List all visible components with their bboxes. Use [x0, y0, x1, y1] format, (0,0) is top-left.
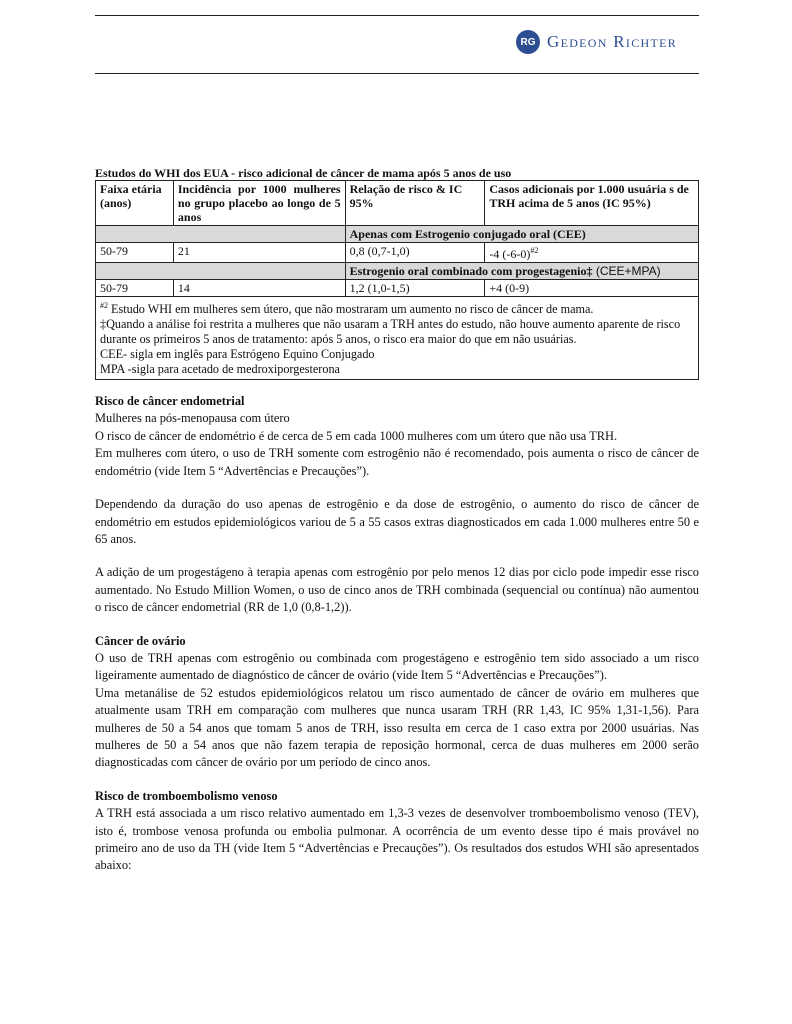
note-line: CEE- sigla em inglês para Estrógeno Equino Conjugado [100, 347, 375, 362]
group-row-cee [96, 226, 699, 243]
header-risk-ratio: Relação de risco & IC 95% [345, 181, 485, 226]
paragraph: A adição de um progestágeno à terapia apenas com estrogênio por pelo menos 12 dias por ciclo pode impedir esse risco aumentado. No Estudo Million Women, o uso de cinco anos de TRH combinada (sequencial ou contínua) não aumentou o risco de câncer endometrial (RR de 1,0 (0,8-1,2)). [95, 565, 699, 615]
group-label-suffix: (CEE+MPA) [592, 264, 661, 278]
section-title: Risco de câncer endometrial [95, 394, 245, 409]
cell-value: -4 (-6-0) [489, 247, 531, 261]
paragraph: A TRH está associada a um risco relativo aumentado em 1,3-3 vezes de desenvolver tromboembolismo venoso (TEV), isto é, trombose venosa profunda ou embolia pulmonar. A ocorrência de um evento desse tipo é mais provável no primeiro ano de uso da TH (vide Item 5 “Advertências e Precauções”). Os resultados dos estudos WHI são apresentados abaixo: [95, 806, 699, 873]
paragraph: O uso de TRH apenas com estrogênio ou combinada com progestágeno e estrogênio tem sido associado a um risco ligeiramente aumentado de diagnóstico de câncer de ovário (vide Item 5 “Advertências e Precauções”). [95, 650, 699, 683]
header-age: Faixa etária (anos) [96, 181, 174, 226]
table-row [96, 243, 699, 263]
note-line [100, 298, 694, 317]
header-incidence: Incidência por 1000 mulheres no grupo placebo ao longo de 5 anos [173, 181, 345, 226]
table-row [96, 280, 699, 297]
header-top-rule [95, 15, 699, 16]
table-cell: 50-79 [96, 243, 174, 263]
footnote-mark: #2 [100, 301, 108, 310]
table-cell: 14 [173, 280, 345, 297]
paragraph: Mulheres na pós-menopausa com útero [95, 411, 290, 426]
table-cell: 0,8 (0,7-1,0) [345, 243, 485, 263]
section-vte [95, 788, 699, 875]
company-name: Gedeon Richter [547, 32, 678, 51]
note-text: Estudo WHI em mulheres sem útero, que não mostraram um aumento no risco de câncer de mama. [108, 302, 594, 317]
paragraph: Em mulheres com útero, o uso de TRH somente com estrogênio não é recomendado, pois aumenta o risco de câncer de endométrio (vide Item 5 “Advertências e Precauções”). [95, 446, 699, 478]
header-additional-cases: Casos adicionais por 1.000 usuária s de TRH acima de 5 anos (IC 95%) [485, 181, 699, 226]
paragraph: Uma metanálise de 52 estudos epidemiológicos relatou um risco aumentado de câncer de ovário em mulheres que atualmente usam TRH em comparação com mulheres que nunca usaram TRH (RR 1,43, IC 95% 1,31-1,56). Para mulheres de 50 a 54 anos que tomam 5 anos de TRH, isso resulta em cerca de 1 caso extra por 2000 usuárias. Nas mulheres de 50 a 54 anos que não fazem terapia de reposição hormonal, cerca de duas mulheres em 2000 serão diagnosticadas com câncer de ovário por um período de cinco anos. [95, 685, 699, 770]
paragraph: O risco de câncer de endométrio é de cerca de 5 em cada 1000 mulheres com um útero que não usa TRH. [95, 428, 618, 443]
group-label-text: Estrogenio oral combinado com progestagenio‡ [349, 264, 593, 278]
table-cell: 21 [173, 243, 345, 263]
table-caption: Estudos do WHI dos EUA - risco adicional de câncer de mama após 5 anos de uso [95, 166, 512, 180]
note-line: MPA -sigla para acetado de medroxiporgesterona [100, 362, 340, 377]
paragraph: Dependendo da duração do uso apenas de estrogênio e da dose de estrogênio, o aumento do risco de câncer de endométrio em estudos epidemiológicos variou de 5 a 55 casos extras diagnosticados em cada 1.000 mulheres entre 50 e 65 anos. [95, 497, 699, 546]
document-body [95, 166, 699, 875]
company-logo [516, 28, 677, 56]
group-label-cee-mpa [345, 263, 698, 280]
group-label-cee: Apenas com Estrogenio conjugado oral (CEE) [345, 226, 698, 243]
section-title: Risco de tromboembolismo venoso [95, 788, 278, 803]
section-title: Câncer de ovário [95, 633, 186, 648]
group-row-cee-mpa [96, 263, 699, 280]
note-line: ‡Quando a análise foi restrita a mulheres que não usaram a TRH antes do estudo, não houve aumento aparente de risco durante os primeiros 5 anos de tratamento: após 5 anos, o risco era maior do que em não usuárias. [100, 317, 681, 347]
table-cell [485, 243, 699, 263]
section-endometrial [95, 393, 699, 616]
table-cell: 50-79 [96, 280, 174, 297]
header-bottom-rule [95, 73, 699, 74]
table-notes-row [96, 297, 699, 380]
table-cell: 1,2 (1,0-1,5) [345, 280, 485, 297]
breast-cancer-risk-table [95, 180, 699, 380]
table-header-row [96, 181, 699, 226]
logo-mark-icon: RG [516, 30, 540, 54]
section-ovarian [95, 633, 699, 772]
footnote-mark: #2 [530, 246, 539, 255]
table-cell: +4 (0-9) [485, 280, 699, 297]
table-notes [96, 297, 699, 380]
